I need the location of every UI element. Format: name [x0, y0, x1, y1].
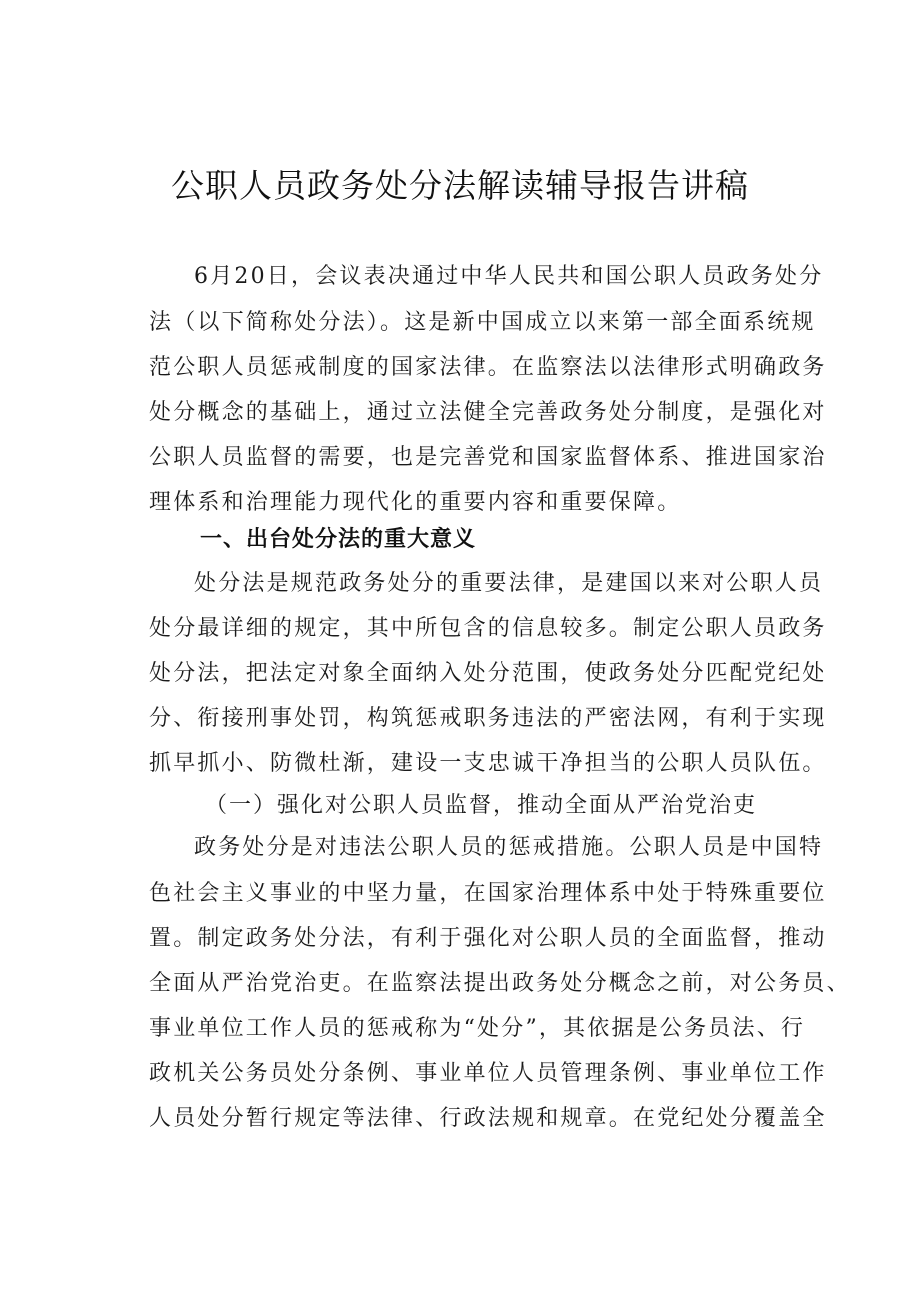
subsection1-line: 事业单位工作人员的惩戒称为“处分”，其依据是公务员法、行 [149, 1016, 806, 1041]
subsection1-line: 政机关公务员处分条例、事业单位人员管理条例、事业单位工作 [149, 1061, 827, 1086]
intro-line: 公职人员监督的需要，也是完善党和国家监督体系、推进国家治 [149, 445, 827, 470]
subsection1-line: 全面从严治党治吏。在监察法提出政务处分概念之前，对公务员、 [149, 971, 851, 996]
section1-line: 处分最详细的规定，其中所包含的信息较多。制定公职人员政务 [149, 616, 827, 641]
intro-line: 处分概念的基础上，通过立法健全完善政务处分制度，是强化对 [149, 400, 827, 425]
intro-line: 法（以下简称处分法）。这是新中国成立以来第一部全面系统规 [149, 310, 816, 335]
section1-line: 处分法，把法定对象全面纳入处分范围，使政务处分匹配党纪处 [149, 661, 827, 686]
section1-line: 分、衔接刑事处罚，构筑惩戒职务违法的严密法网，有利于实现 [149, 706, 827, 731]
section1-line: 处分法是规范政务处分的重要法律，是建国以来对公职人员 [194, 571, 824, 596]
subsection1-line: 色社会主义事业的中坚力量，在国家治理体系中处于特殊重要位 [149, 881, 827, 906]
subsection1-line: 人员处分暂行规定等法律、行政法规和规章。在党纪处分覆盖全 [149, 1106, 827, 1131]
intro-line: 范公职人员惩戒制度的国家法律。在监察法以法律形式明确政务 [149, 355, 827, 380]
section1-line: 抓早抓小、防微杜渐，建设一支忠诚干净担当的公职人员队伍。 [149, 751, 827, 776]
subsection1-line: 政务处分是对违法公职人员的惩戒措施。公职人员是中国特 [194, 835, 824, 860]
subsection1-line: 置。制定政务处分法，有利于强化对公职人员的全面监督，推动 [149, 926, 827, 951]
document-title: 公职人员政务处分法解读辅导报告讲稿 [171, 166, 749, 205]
section-heading: 一、出台处分法的重大意义 [200, 527, 477, 552]
intro-line: 6月20日，会议表决通过中华人民共和国公职人员政务处分 [194, 264, 824, 289]
intro-line: 理体系和治理能力现代化的重要内容和重要保障。 [149, 490, 682, 515]
subsection-heading: （一）强化对公职人员监督，推动全面从严治党治吏 [205, 793, 758, 818]
